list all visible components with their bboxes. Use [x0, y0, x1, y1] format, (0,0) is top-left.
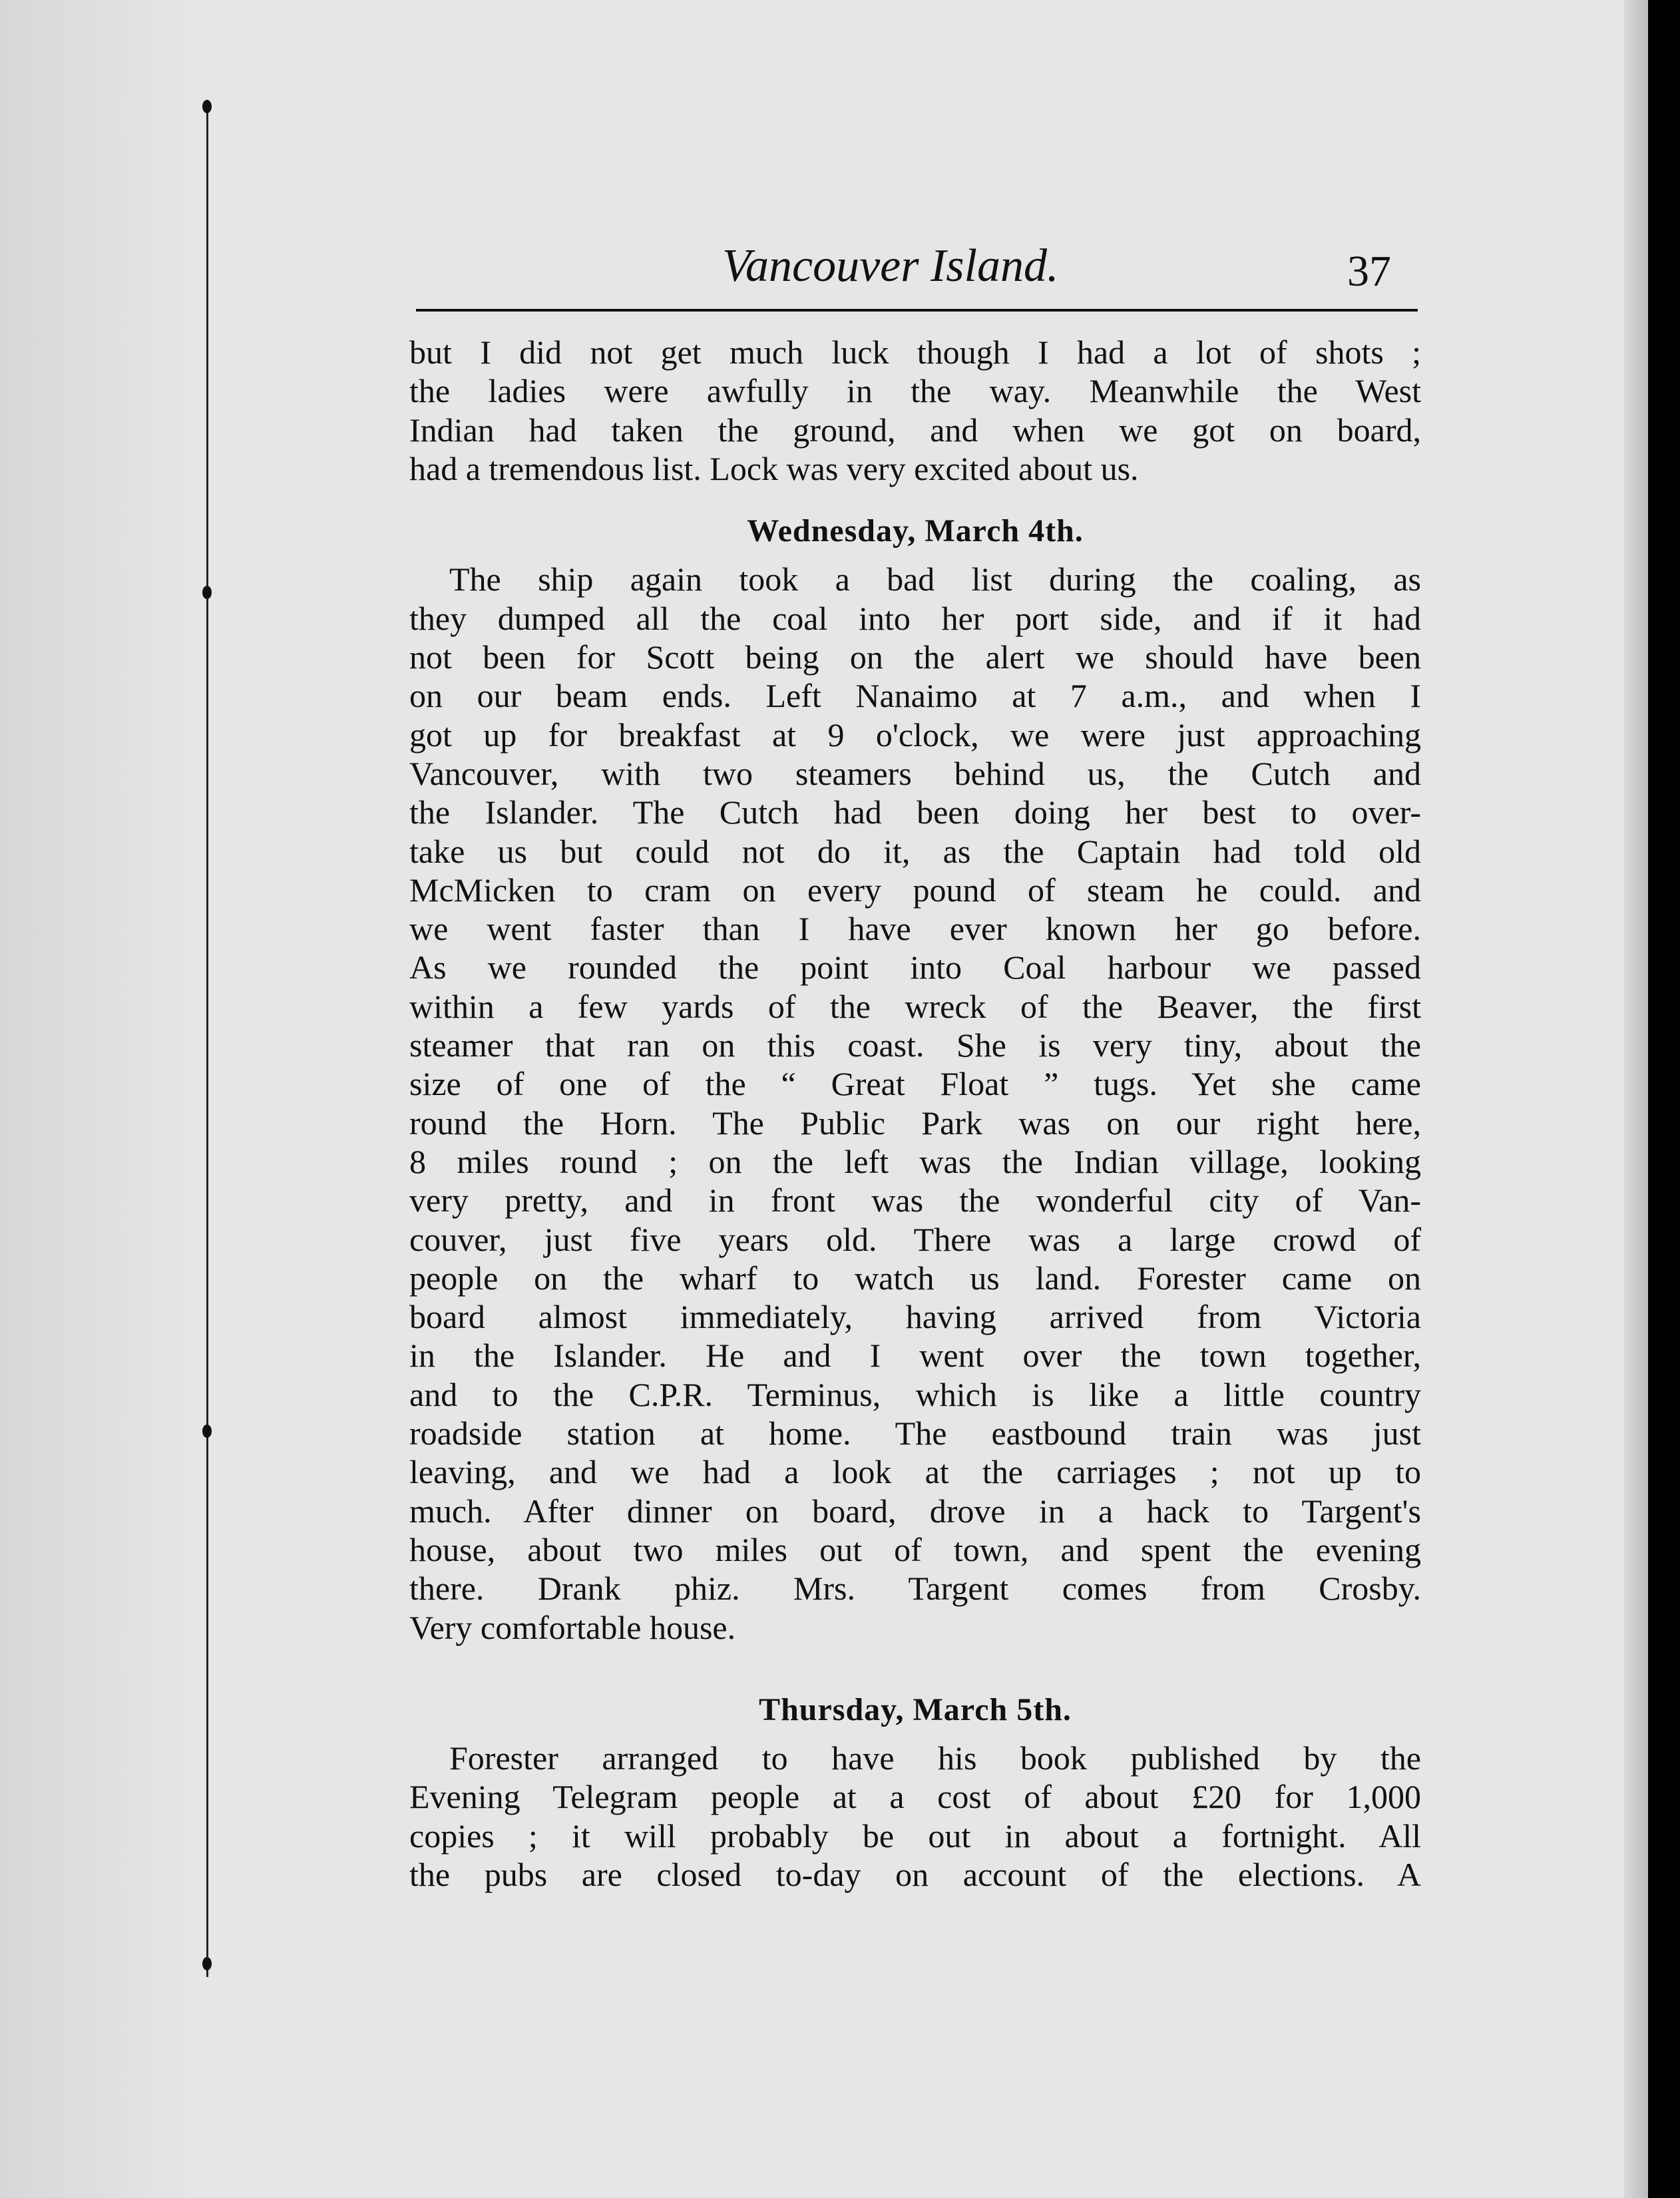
page-header: [416, 226, 1418, 313]
binding-stitch: [202, 1425, 212, 1438]
binding-stitch: [202, 1957, 212, 1970]
binding-line: [206, 100, 208, 1977]
body-text: [409, 333, 1421, 1894]
text-line: leaving, and we had a look at the carriages ; not up to: [409, 1453, 1421, 1491]
text-line: very pretty, and in front was the wonderful city of Van-: [409, 1182, 1421, 1219]
text-line: McMicken to cram on every pound of steam he could. and: [409, 871, 1421, 909]
text-line: and to the C.P.R. Terminus, which is like a little country: [409, 1375, 1421, 1413]
text-line: much. After dinner on board, drove in a hack to Targent's: [409, 1492, 1421, 1530]
text-line: roadside station at home. The eastbound train was just: [409, 1415, 1421, 1452]
text-line: house, about two miles out of town, and spent the evening: [409, 1530, 1421, 1568]
text-line: size of one of the “ Great Float ” tugs. Yet she came: [409, 1065, 1421, 1103]
text-line: the pubs are closed to-day on account of the elections. A: [409, 1855, 1421, 1893]
text-line: not been for Scott being on the alert we should have been: [409, 638, 1421, 676]
text-line: had a tremendous list. Lock was very excited about us.: [409, 449, 1139, 487]
paragraph: [409, 1739, 1421, 1894]
text-line: they dumped all the coal into her port side, and if it had: [409, 599, 1421, 637]
text-line: we went faster than I have ever known her go before.: [409, 910, 1421, 948]
paragraph: [409, 333, 1421, 488]
header-rule: [416, 309, 1418, 312]
text-line: As we rounded the point into Coal harbour we passed: [409, 949, 1421, 987]
text-line: people on the wharf to watch us land. Forester came on: [409, 1259, 1421, 1297]
text-line: Evening Telegram people at a cost of about £20 for 1,000: [409, 1778, 1421, 1816]
text-line: The ship again took a bad list during the coaling, as: [449, 560, 1421, 598]
binding-stitch: [202, 586, 212, 599]
text-line: there. Drank phiz. Mrs. Targent comes from Crosby.: [409, 1570, 1421, 1608]
text-line: board almost immediately, having arrived from Victoria: [409, 1298, 1421, 1336]
text-line: the Islander. The Cutch had been doing her best to over-: [409, 793, 1421, 831]
text-line: 8 miles round ; on the left was the Indian village, looking: [409, 1142, 1421, 1180]
text-line: steamer that ran on this coast. She is very tiny, about the: [409, 1026, 1421, 1064]
paragraph: [409, 560, 1421, 1646]
page-edge: [1624, 0, 1648, 2198]
text-line: copies ; it will probably be out in about a fortnight. All: [409, 1817, 1421, 1855]
running-title: Vancouver Island.: [722, 240, 1059, 292]
text-line: Vancouver, with two steamers behind us, the Cutch and: [409, 754, 1421, 792]
text-line: couver, just five years old. There was a large crowd of: [409, 1220, 1421, 1258]
text-line: on our beam ends. Left Nanaimo at 7 a.m., and when I: [409, 677, 1421, 715]
text-line: the ladies were awfully in the way. Meanwhile the West: [409, 372, 1421, 410]
gutter-shadow: [0, 0, 200, 2198]
text-line: round the Horn. The Public Park was on our right here,: [409, 1104, 1421, 1142]
text-line: Very comfortable house.: [409, 1608, 736, 1646]
text-line: within a few yards of the wreck of the Beaver, the first: [409, 987, 1421, 1025]
page-number: 37: [1347, 247, 1391, 296]
date-heading: Thursday, March 5th.: [759, 1691, 1072, 1727]
date-heading: Wednesday, March 4th.: [747, 513, 1084, 549]
text-line: got up for breakfast at 9 o'clock, we were just approaching: [409, 716, 1421, 754]
text-line: Forester arranged to have his book published by the: [449, 1739, 1421, 1777]
binding-thread: [202, 100, 212, 1977]
text-line: take us but could not do it, as the Captain had told old: [409, 832, 1421, 870]
text-line: Indian had taken the ground, and when we got on board,: [409, 411, 1421, 449]
text-line: but I did not get much luck though I had a lot of shots ;: [409, 333, 1421, 371]
binding-stitch: [202, 100, 212, 113]
text-line: in the Islander. He and I went over the town together,: [409, 1337, 1421, 1375]
